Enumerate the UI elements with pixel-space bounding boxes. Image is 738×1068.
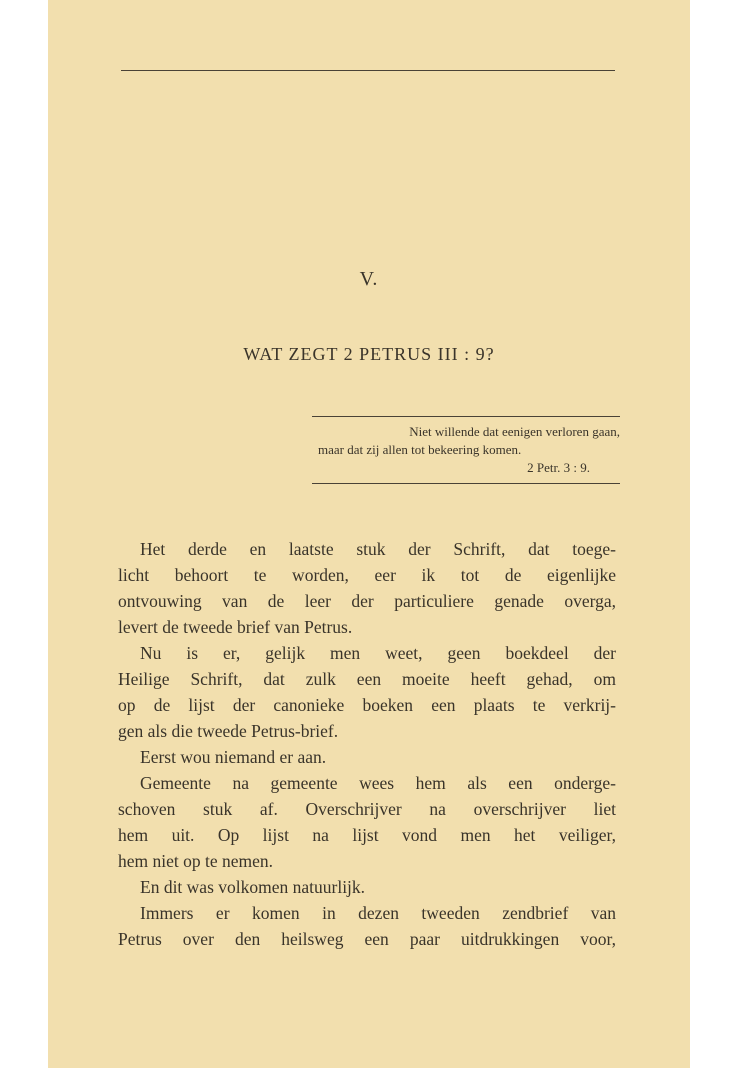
body-text: [118, 536, 616, 952]
text-line: ontvouwing van de leer der particuliere genade overga,: [118, 591, 616, 611]
epigraph-reference: 2 Petr. 3 : 9.: [527, 460, 590, 475]
epigraph-line: maar dat zij allen tot bekeering komen.: [318, 442, 522, 457]
epigraph: [312, 416, 620, 484]
text-line: En dit was volkomen natuurlijk.: [140, 877, 366, 897]
chapter-number: V.: [359, 268, 379, 290]
text-line: Het derde en laatste stuk der Schrift, dat toege-: [140, 539, 616, 559]
text-line: licht behoort te worden, eer ik tot de eigenlijke: [118, 565, 616, 585]
text-line: Nu is er, gelijk men weet, geen boekdeel der: [140, 643, 616, 663]
text-line: Petrus over den heilsweg een paar uitdrukkingen voor,: [118, 929, 616, 949]
text-line: Heilige Schrift, dat zulk een moeite heeft gehad, om: [118, 669, 616, 689]
top-rule: [121, 70, 615, 71]
text-line: hem uit. Op lijst na lijst vond men het veiliger,: [118, 825, 616, 845]
text-line: op de lijst der canonieke boeken een plaats te verkrij-: [118, 695, 616, 715]
text-line: Eerst wou niemand er aan.: [140, 747, 327, 767]
text-line: levert de tweede brief van Petrus.: [118, 617, 353, 637]
text-line: gen als die tweede Petrus-brief.: [118, 721, 339, 741]
text-line: Gemeente na gemeente wees hem als een onderge-: [140, 773, 616, 793]
text-line: schoven stuk af. Overschrijver na overschrijver liet: [118, 799, 616, 819]
text-line: hem niet op te nemen.: [118, 851, 274, 871]
epigraph-line: Niet willende dat eenigen verloren gaan,: [409, 424, 620, 439]
chapter-title: WAT ZEGT 2 PETRUS III : 9?: [243, 344, 495, 364]
book-page: [48, 0, 690, 1068]
text-line: Immers er komen in dezen tweeden zendbrief van: [140, 903, 616, 923]
